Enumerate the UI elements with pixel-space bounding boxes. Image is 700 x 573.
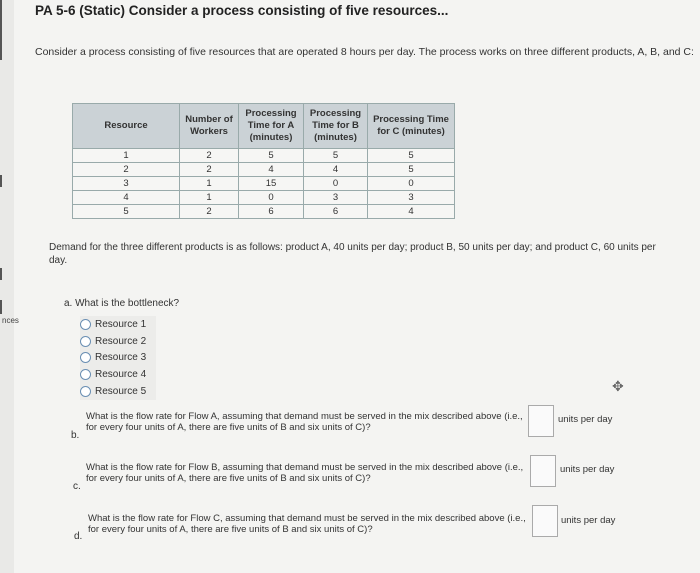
option-label: Resource 2 — [95, 335, 147, 347]
question-a-label: a. What is the bottleneck? — [64, 298, 180, 309]
table-header: Processing Time for B (minutes) — [304, 104, 368, 149]
table-cell: 4 — [73, 191, 180, 205]
table-header: Number of Workers — [180, 104, 239, 149]
option-resource-3[interactable] — [80, 350, 156, 367]
option-label: Resource 4 — [95, 369, 147, 381]
question-b-text: What is the flow rate for Flow A, assuming that demand must be served in the mix described above (i.e., for every four units of A, there are five units of B and six units of C)? — [86, 411, 523, 433]
table-cell: 1 — [180, 191, 239, 205]
option-resource-2[interactable] — [80, 333, 156, 350]
table-row — [73, 149, 455, 163]
radio-button[interactable] — [80, 352, 91, 363]
table-cell: 5 — [368, 149, 455, 163]
table-cell: 3 — [304, 191, 368, 205]
table-cell: 2 — [180, 163, 239, 177]
edge-mark — [0, 175, 2, 187]
flow-a-answer-input[interactable] — [528, 405, 554, 437]
option-label: Resource 5 — [95, 386, 147, 398]
option-resource-5[interactable] — [80, 383, 156, 400]
table-row — [73, 191, 455, 205]
table-cell: 6 — [239, 205, 304, 219]
page — [14, 0, 700, 573]
radio-button[interactable] — [80, 386, 91, 397]
table-cell: 2 — [180, 205, 239, 219]
option-resource-4[interactable] — [80, 366, 156, 383]
question-b-unit: units per day — [558, 414, 613, 425]
table-cell: 5 — [239, 149, 304, 163]
table-cell: 3 — [73, 177, 180, 191]
table-cell: 3 — [368, 191, 455, 205]
intro-text: Consider a process consisting of five resources that are operated 8 hours per day. The process works on three different products, A, B, and C: — [35, 46, 694, 58]
table-header: Processing Time for C (minutes) — [368, 104, 455, 149]
edge-mark — [0, 0, 2, 60]
table-cell: 4 — [304, 163, 368, 177]
table-cell: 15 — [239, 177, 304, 191]
table-cell: 1 — [73, 149, 180, 163]
table-row — [73, 163, 455, 177]
bottleneck-options — [80, 316, 156, 400]
question-d-unit: units per day — [561, 515, 616, 526]
option-label: Resource 3 — [95, 352, 147, 364]
table-cell: 0 — [304, 177, 368, 191]
question-c-unit: units per day — [560, 464, 615, 475]
table-cell: 5 — [304, 149, 368, 163]
table-cell: 1 — [180, 177, 239, 191]
question-d-letter: d. — [74, 531, 83, 542]
page-title: PA 5-6 (Static) Consider a process consisting of five resources... — [35, 3, 449, 18]
table-cell: 0 — [368, 177, 455, 191]
question-c-letter: c. — [73, 481, 81, 492]
radio-button[interactable] — [80, 319, 91, 330]
table-cell: 2 — [73, 163, 180, 177]
edge-mark — [0, 268, 2, 280]
question-b-letter: b. — [71, 430, 80, 441]
table-cell: 0 — [239, 191, 304, 205]
option-label: Resource 1 — [95, 318, 147, 330]
question-d-text: What is the flow rate for Flow C, assuming that demand must be served in the mix described above (i.e., for every four units of A, there are five units of B and six units of C)? — [88, 513, 526, 535]
table-cell: 2 — [180, 149, 239, 163]
table-header: Processing Time for A (minutes) — [239, 104, 304, 149]
table-cell: 4 — [368, 205, 455, 219]
table-cell: 5 — [368, 163, 455, 177]
demand-text: Demand for the three different products is as follows: product A, 40 units per day; product B, 50 units per day; and product C, 60 units per day. — [49, 242, 656, 266]
resource-table — [72, 103, 455, 219]
side-cut-label: nces — [2, 316, 19, 325]
table-cell: 5 — [73, 205, 180, 219]
edge-mark — [0, 300, 2, 314]
table-row — [73, 205, 455, 219]
option-resource-1[interactable] — [80, 316, 156, 333]
table-cell: 4 — [239, 163, 304, 177]
flow-b-answer-input[interactable] — [530, 455, 556, 487]
radio-button[interactable] — [80, 369, 91, 380]
radio-button[interactable] — [80, 336, 91, 347]
move-cursor-icon: ✥ — [612, 378, 624, 394]
table-cell: 6 — [304, 205, 368, 219]
table-row — [73, 177, 455, 191]
question-c-text: What is the flow rate for Flow B, assuming that demand must be served in the mix described above (i.e., for every four units of A, there are five units of B and six units of C)? — [86, 462, 524, 484]
flow-c-answer-input[interactable] — [532, 505, 558, 537]
table-header: Resource — [73, 104, 180, 149]
